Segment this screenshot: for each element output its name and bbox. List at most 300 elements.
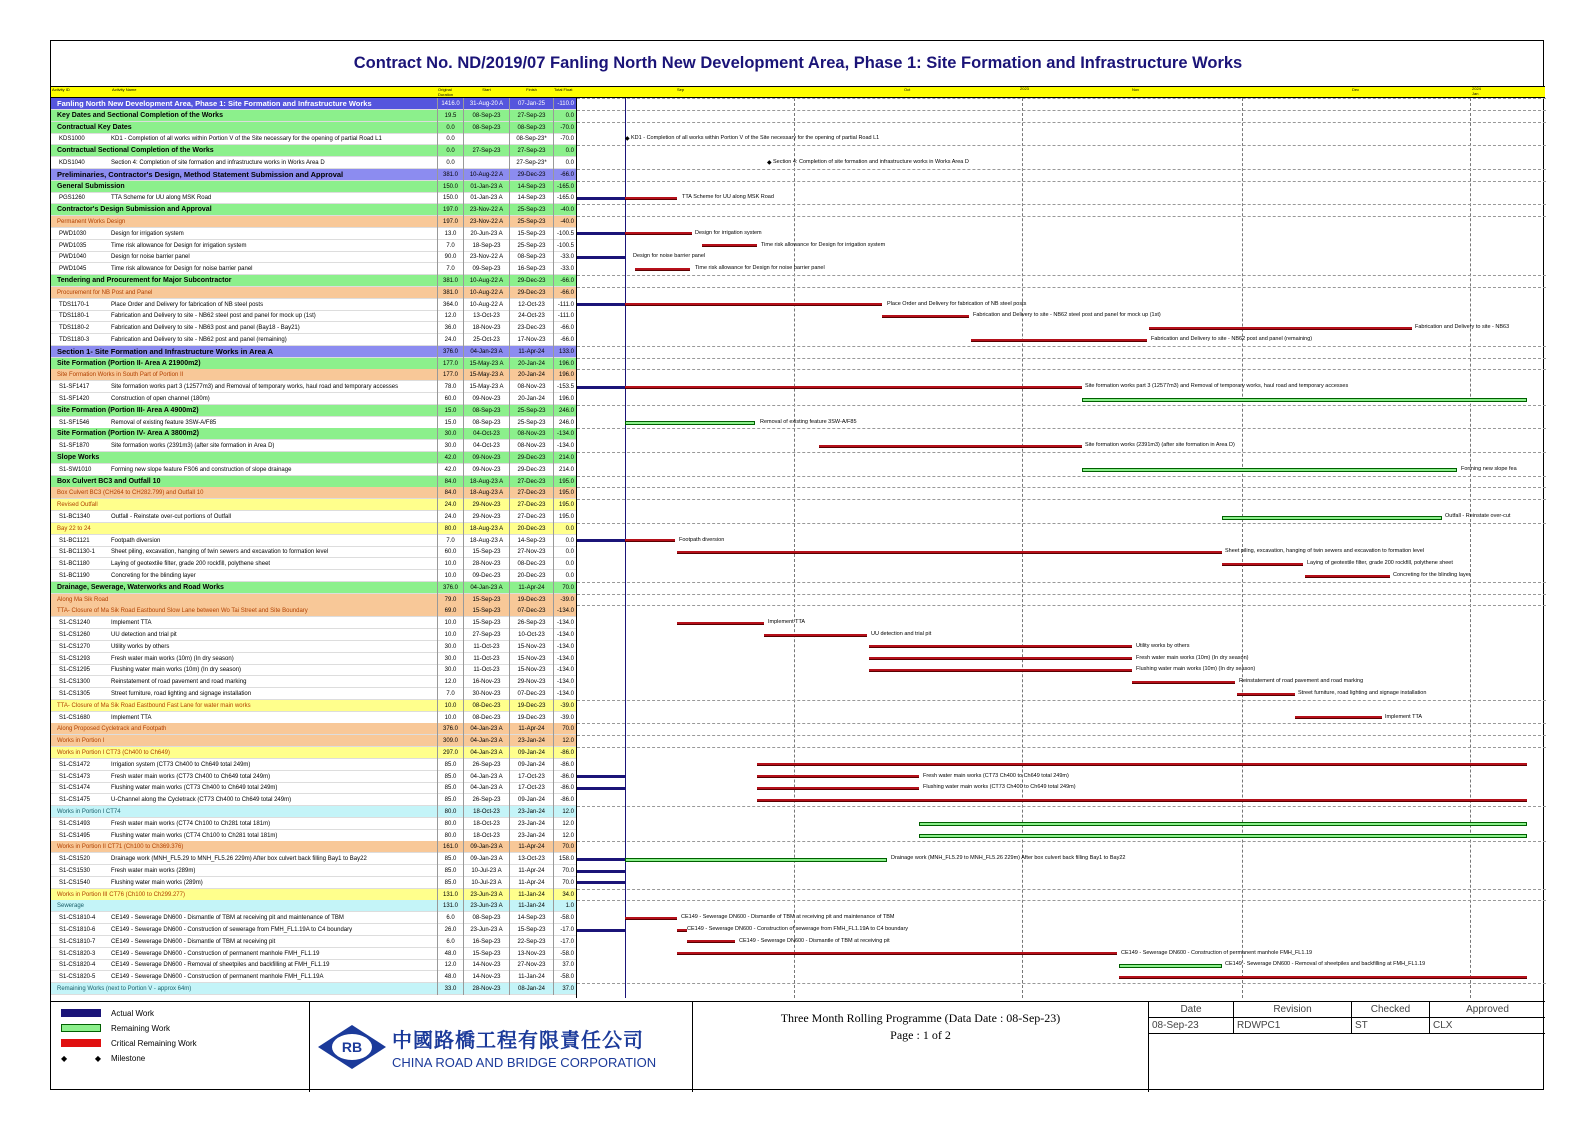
critical-work-bar[interactable] [971,339,1147,342]
total-float: -66.0 [553,287,576,299]
critical-work-bar[interactable] [677,952,1117,955]
page-title: Contract No. ND/2019/07 Fanling North New Development Area, Phase 1: Site Formation and Infrastructure Works [51,41,1545,87]
start-date: 10-Aug-22 A [463,169,509,181]
critical-work-bar[interactable] [869,669,1132,672]
actual-work-bar[interactable] [577,881,625,884]
total-float: -39.0 [553,594,576,606]
activity-row[interactable] [51,251,576,263]
legend-critical-swatch [61,1039,101,1047]
gridline-jan [1470,98,1471,998]
activity-name: CE149 - Sewerage DN600 - Dismantle of TBM at receiving pit and maintenance of TBM [111,915,344,922]
wbs-row[interactable] [51,204,576,216]
wbs-row[interactable] [51,900,576,912]
activity-row[interactable] [51,818,576,830]
original-duration: 85.0 [437,853,463,865]
original-duration: 80.0 [437,806,463,818]
wbs-row[interactable] [51,605,576,617]
wbs-row[interactable] [51,476,576,488]
activity-name: CE149 - Sewerage DN600 - Removal of sheetpiles and backfilling at FMH_FL1.19 [111,962,330,969]
critical-work-bar[interactable] [1149,327,1412,330]
original-duration: 42.0 [437,452,463,464]
wbs-row[interactable] [51,110,576,122]
finish-date: 11-Jan-24 [509,900,553,912]
actual-work-bar[interactable] [577,870,625,873]
total-float: -111.0 [553,299,576,311]
actual-work-bar[interactable] [577,197,625,200]
critical-work-bar[interactable] [702,244,757,247]
activity-row[interactable] [51,192,576,204]
total-float: -58.0 [553,948,576,960]
critical-work-bar[interactable] [625,232,692,235]
actual-work-bar[interactable] [577,303,625,306]
start-date: 13-Oct-23 [463,310,509,322]
start-date [463,133,509,145]
activity-id: PWD1045 [59,266,87,273]
activity-row[interactable] [51,936,576,948]
critical-work-bar[interactable] [757,763,1527,766]
total-float: 70.0 [553,841,576,853]
activity-row[interactable] [51,334,576,346]
wbs-name: Site Formation (Portion III- Area A 4900m2) [57,406,199,414]
activity-name: KD1 - Completion of all works within Portion V of the Site necessary for the opening of partial Road L1 [111,136,382,143]
wbs-row[interactable] [51,747,576,759]
start-date: 26-Sep-23 [463,759,509,771]
chart-row-separator [577,582,1546,583]
total-float: -110.0 [553,98,576,110]
col-header-finish: Finish [526,87,537,92]
start-date [463,157,509,169]
activity-name: U-Channel along the Cycletrack (CT73 Ch400 to Ch649 total 249m) [111,797,292,804]
activity-row[interactable] [51,664,576,676]
activity-row[interactable] [51,617,576,629]
bar-label: Flushing water main works (CT73 Ch400 to Ch649 total 249m) [923,784,1076,791]
wbs-name: Fanling North New Development Area, Phase 1: Site Formation and Infrastructure Works [57,99,372,108]
finish-date: 25-Sep-23 [509,405,553,417]
wbs-row[interactable] [51,841,576,853]
start-date: 11-Oct-23 [463,664,509,676]
finish-date: 25-Sep-23 [509,204,553,216]
activity-row[interactable] [51,310,576,322]
critical-work-bar[interactable] [1119,976,1527,979]
wbs-row[interactable] [51,275,576,287]
total-float: -134.0 [553,617,576,629]
critical-work-bar[interactable] [635,268,690,271]
start-date: 18-Aug-23 A [463,523,509,535]
gridline-nov [1022,98,1023,998]
original-duration: 376.0 [437,582,463,594]
start-date: 14-Nov-23 [463,971,509,983]
activity-row[interactable] [51,759,576,771]
bar-label: Site formation works part 3 (12577m3) and Removal of temporary works, haul road and temporary accesses [1085,383,1349,390]
critical-work-bar[interactable] [677,551,1222,554]
critical-work-bar[interactable] [757,787,919,790]
original-duration: 10.0 [437,617,463,629]
start-date: 04-Oct-23 [463,428,509,440]
critical-work-bar[interactable] [1305,575,1390,578]
activity-name: Site formation works (2391m3) (after site formation in Area D) [111,443,275,450]
milestone-diamond-icon: ◆ ◆ [61,1053,101,1063]
wbs-row[interactable] [51,145,576,157]
activity-row[interactable] [51,771,576,783]
chart-row-separator [577,369,1546,370]
legend-critical-label: Critical Remaining Work [111,1038,197,1048]
wbs-row[interactable] [51,889,576,901]
activity-row[interactable] [51,240,576,252]
critical-work-bar[interactable] [757,799,1527,802]
chart-row-separator [577,594,1546,595]
activity-row[interactable] [51,853,576,865]
total-float: -134.0 [553,641,576,653]
wbs-name: Contractual Sectional Completion of the Works [57,147,214,155]
activity-row[interactable] [51,440,576,452]
activity-row[interactable] [51,653,576,665]
start-date: 15-May-23 A [463,369,509,381]
start-date: 10-Jul-23 A [463,877,509,889]
total-float: 214.0 [553,464,576,476]
activity-row[interactable] [51,381,576,393]
milestone-diamond-icon[interactable]: ◆ [767,159,772,166]
total-float: -70.0 [553,122,576,134]
activity-row[interactable] [51,157,576,169]
activity-name: Place Order and Delivery for fabrication of NB steel posts [111,301,264,308]
start-date: 18-Aug-23 A [463,535,509,547]
start-date: 26-Sep-23 [463,794,509,806]
critical-work-bar[interactable] [757,775,919,778]
company-logo-block [310,1002,693,1092]
critical-work-bar[interactable] [869,645,1132,648]
activity-id: S1-CS1820-5 [59,974,96,981]
activity-row[interactable] [51,865,576,877]
finish-date: 29-Dec-23 [509,464,553,476]
critical-work-bar[interactable] [625,197,677,200]
activity-id: S1-CS1810-6 [59,927,96,933]
milestone-diamond-icon[interactable]: ◆ [625,135,630,142]
wbs-row[interactable] [51,405,576,417]
chart-row-separator [577,287,1546,288]
total-float: -40.0 [553,204,576,216]
wbs-row[interactable] [51,169,576,181]
activity-name: Fresh water main works (289m) [111,868,196,874]
start-date: 09-Nov-23 [463,464,509,476]
wbs-row[interactable] [51,594,576,606]
start-date: 23-Nov-22 A [463,251,509,263]
original-duration: 131.0 [437,900,463,912]
actual-work-bar[interactable] [577,539,625,542]
total-float: 196.0 [553,358,576,370]
activity-name: Street furniture, road lighting and signage installation [111,691,252,697]
start-date: 15-Sep-23 [463,594,509,606]
start-date: 04-Oct-23 [463,440,509,452]
activity-row[interactable] [51,959,576,971]
remaining-work-bar[interactable] [919,822,1527,826]
wbs-name: Revised Outfall [57,502,98,509]
critical-work-bar[interactable] [764,634,867,637]
critical-work-bar[interactable] [1237,693,1295,696]
original-duration: 69.0 [437,605,463,617]
wbs-name: Contractor's Design Submission and Approval [57,206,212,214]
total-float: 196.0 [553,393,576,405]
wbs-row[interactable] [51,358,576,370]
bar-label: Fresh water main works (10m) (In dry season) [1136,654,1249,661]
chart-row-separator [577,499,1546,500]
start-date: 04-Jan-23 A [463,346,509,358]
wbs-row[interactable] [51,983,576,995]
original-duration: 15.0 [437,417,463,429]
activity-row[interactable] [51,558,576,570]
wbs-row[interactable] [51,369,576,381]
original-duration: 15.0 [437,405,463,417]
bar-label: Utility works by others [1136,642,1190,649]
wbs-row[interactable] [51,287,576,299]
wbs-name: Works in Portion III CT76 (Ch100 to Ch299.277) [57,891,185,898]
activity-row[interactable] [51,948,576,960]
total-float: -33.0 [553,251,576,263]
original-duration: 84.0 [437,476,463,488]
finish-date: 11-Apr-24 [509,723,553,735]
finish-date: 20-Dec-23 [509,570,553,582]
month-label-jan: Jan [1472,91,1479,96]
title-block [51,1001,1545,1091]
wbs-row[interactable] [51,806,576,818]
wbs-row[interactable] [51,452,576,464]
bar-label: Street furniture, road lighting and signage installation [1298,690,1427,696]
wbs-row[interactable] [51,735,576,747]
activity-row[interactable] [51,688,576,700]
critical-work-bar[interactable] [869,657,1132,660]
original-duration: 30.0 [437,653,463,665]
critical-work-bar[interactable] [677,622,764,625]
activity-id: S1-CS1300 [59,679,91,686]
critical-work-bar[interactable] [677,929,687,932]
start-date: 09-Sep-23 [463,263,509,275]
activity-row[interactable] [51,322,576,334]
original-duration: 376.0 [437,346,463,358]
activity-id: S1-CS1493 [59,820,91,827]
wbs-name: Box Culvert BC3 and Outfall 10 [57,477,161,485]
wbs-row[interactable] [51,428,576,440]
wbs-row[interactable] [51,122,576,134]
wbs-row[interactable] [51,700,576,712]
critical-work-bar[interactable] [625,917,677,920]
activity-name: Design for noise barrier panel [111,254,190,261]
chart-row-separator [577,605,1546,606]
finish-date: 27-Dec-23 [509,499,553,511]
activity-name: Fabrication and Delivery to site - NB62 post and panel (remaining) [111,337,287,343]
finish-date: 13-Nov-23 [509,948,553,960]
finish-date: 07-Dec-23 [509,688,553,700]
activity-row[interactable] [51,464,576,476]
wbs-row[interactable] [51,523,576,535]
activity-row[interactable] [51,393,576,405]
wbs-row[interactable] [51,346,576,358]
remaining-work-bar[interactable] [625,858,887,862]
activity-id: S1-CS1540 [59,879,91,886]
activity-name: Fabrication and Delivery to site - NB63 post and panel (Bay18 - Bay21) [111,325,300,332]
activity-id: PWD1040 [59,254,87,261]
wbs-row[interactable] [51,487,576,499]
bar-label: Place Order and Delivery for fabrication of NB steel posts [887,300,1027,307]
total-float: -17.0 [553,936,576,948]
bar-label: Fresh water main works (CT73 Ch400 to Ch649 total 249m) [923,772,1069,779]
wbs-row[interactable] [51,499,576,511]
total-float: 214.0 [553,452,576,464]
finish-date: 08-Sep-23* [509,133,553,145]
activity-row[interactable] [51,877,576,889]
critical-work-bar[interactable] [625,539,675,542]
finish-date: 08-Dec-23 [509,558,553,570]
activity-row[interactable] [51,912,576,924]
original-duration: 24.0 [437,499,463,511]
start-date: 18-Aug-23 A [463,487,509,499]
critical-work-bar[interactable] [819,445,1082,448]
activity-row[interactable] [51,417,576,429]
start-date: 10-Aug-22 A [463,275,509,287]
remaining-work-bar[interactable] [1222,516,1442,520]
activity-row[interactable] [51,133,576,145]
original-duration: 197.0 [437,216,463,228]
original-duration: 7.0 [437,263,463,275]
actual-work-bar[interactable] [577,787,625,790]
actual-work-bar[interactable] [577,386,625,389]
finish-date: 26-Sep-23 [509,617,553,629]
total-float: -86.0 [553,771,576,783]
activity-row[interactable] [51,570,576,582]
activity-id: S1-SF1546 [59,419,90,426]
activity-row[interactable] [51,299,576,311]
start-date: 08-Sep-23 [463,912,509,924]
critical-work-bar[interactable] [1222,563,1303,566]
critical-work-bar[interactable] [625,386,1082,389]
gantt-chart [576,98,1545,998]
start-date: 31-Aug-20 A [463,98,509,110]
critical-work-bar[interactable] [625,303,882,306]
activity-id: KDS1040 [59,160,85,166]
wbs-row[interactable] [51,98,576,110]
remaining-work-bar[interactable] [1082,398,1527,402]
chart-row-separator [577,181,1546,182]
wbs-row[interactable] [51,216,576,228]
actual-work-bar[interactable] [577,858,625,861]
critical-work-bar[interactable] [1295,716,1382,719]
activity-row[interactable] [51,830,576,842]
original-duration: 0.0 [437,133,463,145]
actual-work-bar[interactable] [577,256,625,259]
finish-date: 23-Jan-24 [509,830,553,842]
finish-date: 09-Jan-24 [509,747,553,759]
wbs-row[interactable] [51,181,576,193]
crbc-logo-icon [316,1022,388,1072]
total-float: -100.5 [553,228,576,240]
activity-row[interactable] [51,228,576,240]
finish-date: 29-Dec-23 [509,452,553,464]
remaining-work-bar[interactable] [919,834,1527,838]
actual-work-bar[interactable] [577,775,625,778]
start-date: 29-Nov-23 [463,511,509,523]
activity-row[interactable] [51,712,576,724]
col-header-id: Activity ID [52,87,70,92]
chart-row-separator [577,889,1546,890]
activity-row[interactable] [51,782,576,794]
wbs-row[interactable] [51,723,576,735]
original-duration: 30.0 [437,428,463,440]
finish-date: 19-Dec-23 [509,594,553,606]
remaining-work-bar[interactable] [1119,964,1222,968]
total-float: -134.0 [553,629,576,641]
original-duration: 150.0 [437,181,463,193]
activity-row[interactable] [51,924,576,936]
critical-work-bar[interactable] [1132,681,1235,684]
critical-work-bar[interactable] [882,315,969,318]
column-header-bar [51,87,1545,98]
start-date: 30-Nov-23 [463,688,509,700]
activity-name: Utility works by others [111,643,170,650]
bar-label: CE149 - Sewerage DN600 - Construction of sewerage from FMH_FL1.19A to C4 boundary [687,926,909,932]
total-float: -134.0 [553,664,576,676]
finish-date: 20-Jan-24 [509,358,553,370]
chart-row-separator [577,747,1546,748]
bar-label: Flushing water main works (10m) (In dry season) [1136,666,1256,673]
original-duration: 36.0 [437,322,463,334]
start-date: 15-Sep-23 [463,617,509,629]
original-duration: 0.0 [437,145,463,157]
activity-row[interactable] [51,535,576,547]
actual-work-bar[interactable] [577,929,625,932]
activity-name: Fresh water main works (CT73 Ch400 to Ch649 total 249m) [111,773,271,780]
activity-row[interactable] [51,629,576,641]
col-header-float: Total Float [554,87,573,92]
bar-label: CE149 - Sewerage DN600 - Dismantle of TBM at receiving pit and maintenance of TBM [681,914,895,921]
start-date: 11-Oct-23 [463,653,509,665]
original-duration: 381.0 [437,169,463,181]
remaining-work-bar[interactable] [625,421,755,425]
activity-row[interactable] [51,676,576,688]
finish-date: 17-Oct-23 [509,782,553,794]
activity-id: S1-CS1472 [59,761,91,768]
activity-id: S1-CS1305 [59,691,91,697]
activity-row[interactable] [51,794,576,806]
wbs-name: Box Culvert BC3 (CH264 to CH282.799) and Outfall 10 [57,490,204,497]
actual-work-bar[interactable] [577,232,625,235]
remaining-work-bar[interactable] [1082,468,1457,472]
activity-row[interactable] [51,641,576,653]
chart-row-separator [577,110,1546,111]
total-float: -86.0 [553,747,576,759]
total-float: 246.0 [553,417,576,429]
finish-date: 11-Apr-24 [509,841,553,853]
wbs-name: Sewerage [57,903,85,910]
legend-milestone-label: Milestone [111,1053,146,1063]
bar-label: Fabrication and Delivery to site - NB62 post and panel (remaining) [1151,336,1313,342]
wbs-row[interactable] [51,582,576,594]
total-float: 195.0 [553,487,576,499]
finish-date: 11-Jan-24 [509,889,553,901]
activity-row[interactable] [51,971,576,983]
finish-date: 08-Jan-24 [509,983,553,995]
activity-row[interactable] [51,546,576,558]
finish-date: 25-Sep-23 [509,240,553,252]
original-duration: 161.0 [437,841,463,853]
original-duration: 0.0 [437,122,463,134]
activity-name: CE149 - Sewerage DN600 - Construction of permanent manhole FMH_FL1.19A [111,974,324,981]
page-frame [50,40,1544,1090]
critical-work-bar[interactable] [687,940,735,943]
activity-row[interactable] [51,511,576,523]
total-float: 34.0 [553,889,576,901]
total-float: 1.0 [553,900,576,912]
activity-id: S1-CS1293 [59,655,91,662]
activity-row[interactable] [51,263,576,275]
activity-name: Concreting for the blinding layer [111,573,196,579]
